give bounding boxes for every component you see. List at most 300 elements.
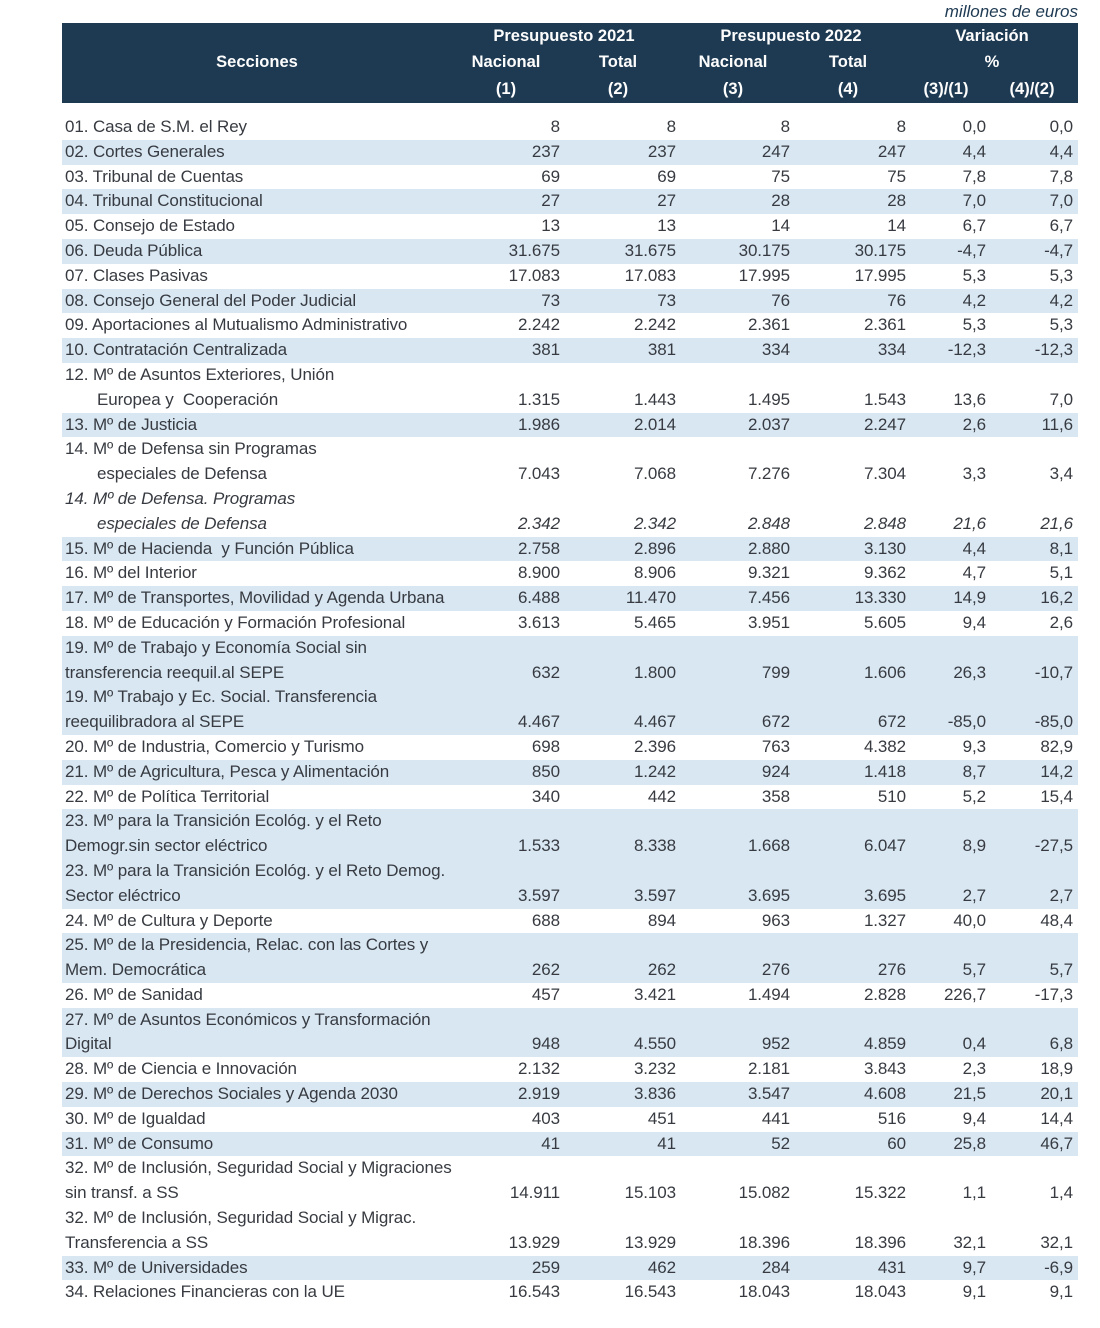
- row-value: 75: [771, 166, 790, 186]
- row-label: 34. Relaciones Financieras con la UE: [65, 1282, 345, 1302]
- row-value: 2.361: [863, 315, 906, 335]
- row-label: 29. Mº de Derechos Sociales y Agenda 2030: [65, 1084, 398, 1104]
- row-value: 60: [887, 1133, 906, 1153]
- row-value: 25,8: [953, 1133, 986, 1153]
- row-value: 3.130: [863, 538, 906, 558]
- row-value: 334: [877, 340, 906, 360]
- row-value: 3.836: [633, 1084, 676, 1104]
- row-value: 381: [647, 340, 676, 360]
- row-value: 457: [531, 984, 560, 1004]
- table-row: [62, 338, 1078, 363]
- row-value: 403: [531, 1108, 560, 1128]
- row-label: 27. Mº de Asuntos Económicos y Transformación Digital: [65, 1009, 431, 1054]
- row-label: 25. Mº de la Presidencia, Relac. con las Cortes y Mem. Democrática: [65, 935, 429, 980]
- row-value: 13.330: [854, 588, 906, 608]
- row-value: 8.906: [633, 563, 676, 583]
- row-label: 32. Mº de Inclusión, Seguridad Social y Migraciones sin transf. a SS: [65, 1158, 452, 1203]
- row-label: 28. Mº de Ciencia e Innovación: [65, 1059, 297, 1079]
- table-row: [62, 1107, 1078, 1132]
- row-value: 2.828: [863, 984, 906, 1004]
- row-value: 15.103: [624, 1183, 676, 1203]
- table-row: [62, 363, 1078, 413]
- row-value: 8: [666, 117, 676, 136]
- row-value: 14,4: [1040, 1108, 1073, 1128]
- row-value: 3.695: [863, 885, 906, 905]
- row-value: 2.242: [633, 315, 676, 335]
- row-label: 16. Mº del Interior: [65, 563, 197, 583]
- table-row: [62, 636, 1078, 686]
- row-value: 276: [877, 960, 906, 980]
- row-value: 698: [531, 736, 560, 756]
- row-value: 5,3: [1049, 315, 1073, 335]
- row-value: 7.043: [517, 464, 560, 484]
- row-value: 4,7: [962, 563, 986, 583]
- table-row: [62, 140, 1078, 165]
- row-value: 3,3: [962, 464, 986, 484]
- row-label: 30. Mº de Igualdad: [65, 1108, 206, 1128]
- table-row: [62, 1256, 1078, 1281]
- row-value: 226,7: [943, 984, 986, 1004]
- row-label: 02. Cortes Generales: [65, 141, 225, 161]
- row-value: 672: [761, 712, 790, 732]
- row-value: -4,7: [957, 240, 986, 260]
- table-row: [62, 487, 1078, 537]
- row-value: 48,4: [1040, 910, 1073, 930]
- row-value: 451: [647, 1108, 676, 1128]
- row-value: 18.396: [854, 1232, 906, 1252]
- row-value: 2.037: [747, 414, 790, 434]
- row-value: 15.082: [738, 1183, 790, 1203]
- row-value: 8: [550, 117, 560, 136]
- row-value: 259: [531, 1257, 560, 1277]
- row-value: 442: [647, 786, 676, 806]
- row-value: 1,4: [1049, 1183, 1073, 1203]
- row-label: 01. Casa de S.M. el Rey: [65, 117, 247, 136]
- row-value: 340: [531, 786, 560, 806]
- table-row: [62, 289, 1078, 314]
- row-label: 23. Mº para la Transición Ecológ. y el Reto Demog. Sector eléctrico: [65, 860, 446, 905]
- row-value: 31.675: [624, 240, 676, 260]
- row-value: 7,0: [1049, 191, 1073, 211]
- row-value: 1.606: [863, 662, 906, 682]
- row-value: 799: [761, 662, 790, 682]
- row-value: 1.315: [517, 389, 560, 409]
- row-label: 12. Mº de Asuntos Exteriores, Unión Europea y Cooperación: [65, 364, 335, 409]
- row-value: 2.361: [747, 315, 790, 335]
- header-total-2022: Total: [828, 53, 868, 72]
- row-value: 7.276: [747, 464, 790, 484]
- row-value: 1.327: [863, 910, 906, 930]
- row-value: 16.543: [624, 1282, 676, 1302]
- row-value: 21,6: [953, 513, 986, 533]
- row-value: 5,3: [962, 265, 986, 285]
- row-label: 07. Clases Pasivas: [65, 265, 208, 285]
- header-group-variacion: Variación: [955, 26, 1029, 45]
- row-value: 2,7: [1049, 885, 1073, 905]
- row-value: 8.900: [517, 563, 560, 583]
- row-value: 31.675: [508, 240, 560, 260]
- row-value: 3.613: [517, 612, 560, 632]
- row-label: 33. Mº de Universidades: [65, 1257, 248, 1277]
- row-value: 4,2: [962, 290, 986, 310]
- row-value: 9.362: [863, 563, 906, 583]
- row-value: 75: [887, 166, 906, 186]
- row-value: 69: [541, 166, 560, 186]
- row-value: 2,6: [962, 414, 986, 434]
- row-value: 5,1: [1049, 563, 1073, 583]
- row-label: 03. Tribunal de Cuentas: [65, 166, 244, 186]
- row-value: 2.014: [633, 414, 676, 434]
- row-label: 14. Mº de Defensa sin Programas especiales de Defensa: [65, 439, 317, 484]
- row-value: 9,4: [962, 1108, 986, 1128]
- row-value: 9,3: [962, 736, 986, 756]
- row-label: 18. Mº de Educación y Formación Profesional: [65, 612, 406, 632]
- row-value: 1.494: [747, 984, 790, 1004]
- row-value: 8,7: [962, 761, 986, 781]
- row-value: 1.242: [633, 761, 676, 781]
- row-value: 1,1: [962, 1183, 986, 1203]
- row-value: 27: [657, 191, 676, 211]
- row-value: 850: [531, 761, 560, 781]
- row-value: 284: [761, 1257, 790, 1277]
- table-body: [62, 115, 1078, 1305]
- row-value: 1.443: [633, 389, 676, 409]
- header-ref-3-1: (3)/(1): [923, 80, 969, 99]
- table-row: [62, 115, 1078, 140]
- header-secciones: Secciones: [216, 53, 298, 72]
- header-ref-4-2: (4)/(2): [1009, 80, 1055, 99]
- row-value: 4.467: [633, 712, 676, 732]
- row-value: 3.951: [747, 612, 790, 632]
- row-value: 41: [541, 1133, 560, 1153]
- table-row: [62, 760, 1078, 785]
- row-value: 2,7: [962, 885, 986, 905]
- row-value: -4,7: [1044, 240, 1073, 260]
- row-value: 5,7: [962, 960, 986, 980]
- row-value: 27: [541, 191, 560, 211]
- row-value: 237: [531, 141, 560, 161]
- row-value: 262: [647, 960, 676, 980]
- row-value: 8: [780, 117, 790, 136]
- row-value: -10,7: [1034, 662, 1073, 682]
- row-label: 05. Consejo de Estado: [65, 216, 235, 236]
- header-nacional-2022: Nacional: [698, 53, 768, 72]
- row-value: 6,7: [1049, 216, 1073, 236]
- row-value: 28: [887, 191, 906, 211]
- row-value: 2,3: [962, 1059, 986, 1079]
- row-value: 0,0: [962, 117, 986, 136]
- row-value: 632: [531, 662, 560, 682]
- row-value: -12,3: [947, 340, 986, 360]
- row-value: 11.470: [625, 588, 676, 608]
- row-value: 32,1: [1040, 1232, 1073, 1252]
- row-value: 8,1: [1049, 538, 1073, 558]
- row-value: 69: [657, 166, 676, 186]
- row-value: 13,6: [953, 389, 986, 409]
- row-value: 40,0: [953, 910, 986, 930]
- row-value: 15,4: [1040, 786, 1073, 806]
- row-value: 237: [647, 141, 676, 161]
- row-value: 73: [541, 290, 560, 310]
- row-value: -17,3: [1034, 984, 1073, 1004]
- row-value: 28: [771, 191, 790, 211]
- row-value: 9.321: [747, 563, 790, 583]
- table-row: [62, 785, 1078, 810]
- row-value: 688: [531, 910, 560, 930]
- row-value: 18.043: [738, 1282, 790, 1302]
- table-row: [62, 983, 1078, 1008]
- row-value: 6,7: [962, 216, 986, 236]
- row-value: 5,3: [1049, 265, 1073, 285]
- row-value: 2.896: [633, 538, 676, 558]
- row-value: 1.800: [633, 662, 676, 682]
- row-value: 0,0: [1049, 117, 1073, 136]
- row-value: 20,1: [1040, 1084, 1073, 1104]
- row-label: 32. Mº de Inclusión, Seguridad Social y Migrac. Transferencia a SS: [65, 1208, 417, 1252]
- row-label: 14. Mº de Defensa. Programas especiales de Defensa: [65, 488, 296, 533]
- table-row: [62, 264, 1078, 289]
- row-value: 441: [761, 1108, 790, 1128]
- row-value: 894: [647, 910, 676, 930]
- table-row: [62, 214, 1078, 239]
- row-value: 2.396: [633, 736, 676, 756]
- row-value: 18.396: [738, 1232, 790, 1252]
- row-value: 2.758: [517, 538, 560, 558]
- row-value: 1.986: [517, 414, 560, 434]
- row-value: 672: [877, 712, 906, 732]
- row-value: 2.880: [747, 538, 790, 558]
- row-value: 4.550: [633, 1034, 676, 1054]
- row-label: 19. Mº de Trabajo y Economía Social sin transferencia reequil.al SEPE: [65, 637, 367, 682]
- row-label: 13. Mº de Justicia: [65, 414, 197, 434]
- row-value: 14.911: [509, 1183, 560, 1203]
- row-value: 14,2: [1040, 761, 1073, 781]
- row-value: 13: [541, 216, 560, 236]
- row-value: 41: [657, 1133, 676, 1153]
- table-row: [62, 735, 1078, 760]
- row-value: 17.083: [624, 265, 676, 285]
- row-value: 6.047: [863, 836, 906, 856]
- row-value: 358: [761, 786, 790, 806]
- row-value: 73: [657, 290, 676, 310]
- row-value: 7,0: [1049, 389, 1073, 409]
- row-label: 08. Consejo General del Poder Judicial: [65, 290, 357, 310]
- row-value: 17.083: [508, 265, 560, 285]
- row-value: 7.304: [863, 464, 906, 484]
- header-group-2021: Presupuesto 2021: [493, 26, 635, 45]
- row-value: 462: [647, 1257, 676, 1277]
- table-row: [62, 1280, 1078, 1305]
- row-value: 763: [761, 736, 790, 756]
- row-label: 09. Aportaciones al Mutualismo Administrativo: [65, 315, 408, 335]
- row-value: 14,9: [953, 588, 986, 608]
- row-value: 17.995: [854, 265, 906, 285]
- row-label: 20. Mº de Industria, Comercio y Turismo: [65, 736, 364, 756]
- budget-table: [62, 23, 1078, 1305]
- row-value: 262: [531, 960, 560, 980]
- row-value: 9,1: [1049, 1282, 1073, 1302]
- row-value: 2.181: [747, 1059, 790, 1079]
- row-value: 381: [531, 340, 560, 360]
- row-value: -85,0: [947, 712, 986, 732]
- row-value: 8.338: [633, 836, 676, 856]
- row-value: 3.843: [863, 1059, 906, 1079]
- table-row: [62, 239, 1078, 264]
- header-ref-3: (3): [722, 80, 744, 99]
- row-value: 510: [877, 786, 906, 806]
- row-value: 4.382: [863, 736, 906, 756]
- table-row: [62, 809, 1078, 859]
- table-row: [62, 1132, 1078, 1157]
- row-value: 5,7: [1049, 960, 1073, 980]
- row-value: 76: [771, 290, 790, 310]
- row-value: 2.342: [633, 513, 676, 533]
- row-value: 14: [771, 216, 790, 236]
- row-value: 5,3: [962, 315, 986, 335]
- row-value: 2.242: [517, 315, 560, 335]
- row-value: 2,6: [1049, 612, 1073, 632]
- row-value: 3.597: [517, 885, 560, 905]
- row-value: 46,7: [1040, 1133, 1073, 1153]
- header-ref-2: (2): [607, 80, 629, 99]
- row-value: 3.597: [633, 885, 676, 905]
- row-value: 6,8: [1049, 1034, 1073, 1054]
- row-value: 8,9: [962, 836, 986, 856]
- row-value: 924: [761, 761, 790, 781]
- table-row: [62, 1057, 1078, 1082]
- row-value: 9,7: [962, 1257, 986, 1277]
- row-value: 11,6: [1041, 414, 1073, 434]
- table-row: [62, 189, 1078, 214]
- header-group-2022: Presupuesto 2022: [720, 26, 862, 45]
- row-value: 4,2: [1049, 290, 1073, 310]
- row-value: 15.322: [854, 1183, 906, 1203]
- table-row: [62, 537, 1078, 562]
- row-value: 7.456: [747, 588, 790, 608]
- row-value: 2.919: [517, 1084, 560, 1104]
- row-value: 26,3: [953, 662, 986, 682]
- row-label: 23. Mº para la Transición Ecológ. y el Reto Demogr.sin sector eléctrico: [65, 811, 382, 856]
- row-value: 13.929: [624, 1232, 676, 1252]
- row-value: 3.232: [633, 1059, 676, 1079]
- row-value: -27,5: [1034, 836, 1073, 856]
- row-value: 1.668: [747, 836, 790, 856]
- row-label: 17. Mº de Transportes, Movilidad y Agenda Urbana: [65, 588, 445, 608]
- table-row: [62, 933, 1078, 983]
- row-value: 2.342: [517, 513, 560, 533]
- row-value: 14: [887, 216, 906, 236]
- table-row: [62, 313, 1078, 338]
- row-label: 24. Mº de Cultura y Deporte: [65, 910, 273, 930]
- row-value: 4.859: [863, 1034, 906, 1054]
- row-value: -12,3: [1034, 340, 1073, 360]
- row-label: 31. Mº de Consumo: [65, 1133, 214, 1153]
- row-label: 06. Deuda Pública: [65, 240, 203, 260]
- row-label: 04. Tribunal Constitucional: [65, 191, 263, 211]
- row-value: 7,0: [962, 191, 986, 211]
- table-row: [62, 413, 1078, 438]
- row-value: 7,8: [1049, 166, 1073, 186]
- row-value: 276: [761, 960, 790, 980]
- row-value: 2.132: [517, 1059, 560, 1079]
- row-value: 4.467: [517, 712, 560, 732]
- row-value: 8: [896, 117, 906, 136]
- row-value: 2.247: [863, 414, 906, 434]
- row-value: 30.175: [854, 240, 906, 260]
- row-value: 9,4: [962, 612, 986, 632]
- row-label: 10. Contratación Centralizada: [65, 340, 288, 360]
- header-total-2021: Total: [598, 53, 638, 72]
- row-value: 82,9: [1040, 736, 1073, 756]
- row-value: 4,4: [962, 141, 986, 161]
- row-value: 52: [771, 1133, 790, 1153]
- row-value: 7.068: [633, 464, 676, 484]
- row-value: 3,4: [1049, 464, 1073, 484]
- row-value: 1.418: [863, 761, 906, 781]
- row-value: 1.543: [863, 389, 906, 409]
- row-value: 0,4: [962, 1034, 986, 1054]
- table-row: [62, 859, 1078, 909]
- row-value: 4.608: [863, 1084, 906, 1104]
- units-note: millones de euros: [944, 2, 1078, 21]
- row-value: 2.848: [863, 513, 906, 533]
- row-value: 3.421: [633, 984, 676, 1004]
- row-value: 16,2: [1040, 588, 1073, 608]
- row-value: 3.695: [747, 885, 790, 905]
- row-value: 4,4: [1049, 141, 1073, 161]
- row-value: 431: [877, 1257, 906, 1277]
- table-row: [62, 1206, 1078, 1256]
- row-value: 76: [887, 290, 906, 310]
- row-value: 6.488: [517, 588, 560, 608]
- row-value: 334: [761, 340, 790, 360]
- header-nacional-2021: Nacional: [471, 53, 541, 72]
- table-header: [62, 23, 1078, 103]
- row-value: 32,1: [953, 1232, 986, 1252]
- row-value: 247: [761, 141, 790, 161]
- row-value: -85,0: [1034, 712, 1073, 732]
- table-row: [62, 685, 1078, 735]
- row-value: 2.848: [747, 513, 790, 533]
- table-row: [62, 1082, 1078, 1107]
- row-value: 1.533: [517, 836, 560, 856]
- row-value: 1.495: [747, 389, 790, 409]
- row-value: 18.043: [854, 1282, 906, 1302]
- row-value: 3.547: [747, 1084, 790, 1104]
- table-row: [62, 1008, 1078, 1058]
- row-label: 19. Mº Trabajo y Ec. Social. Transferencia reequilibradora al SEPE: [65, 687, 377, 732]
- row-value: 247: [877, 141, 906, 161]
- table-row: [62, 165, 1078, 190]
- header-ref-1: (1): [495, 80, 517, 99]
- row-value: 13.929: [508, 1232, 560, 1252]
- row-value: 5.605: [863, 612, 906, 632]
- row-value: -6,9: [1044, 1257, 1073, 1277]
- row-value: 5.465: [633, 612, 676, 632]
- row-value: 9,1: [962, 1282, 986, 1302]
- row-value: 4,4: [962, 538, 986, 558]
- row-label: 21. Mº de Agricultura, Pesca y Alimentación: [65, 761, 390, 781]
- row-value: 21,5: [953, 1084, 986, 1104]
- row-value: 17.995: [738, 265, 790, 285]
- row-label: 22. Mº de Política Territorial: [65, 786, 270, 806]
- header-ref-4: (4): [837, 80, 859, 99]
- row-value: 18,9: [1040, 1059, 1073, 1079]
- table-row: [62, 561, 1078, 586]
- row-label: 15. Mº de Hacienda y Función Pública: [65, 538, 354, 558]
- table-row: [62, 586, 1078, 611]
- row-label: 26. Mº de Sanidad: [65, 984, 203, 1004]
